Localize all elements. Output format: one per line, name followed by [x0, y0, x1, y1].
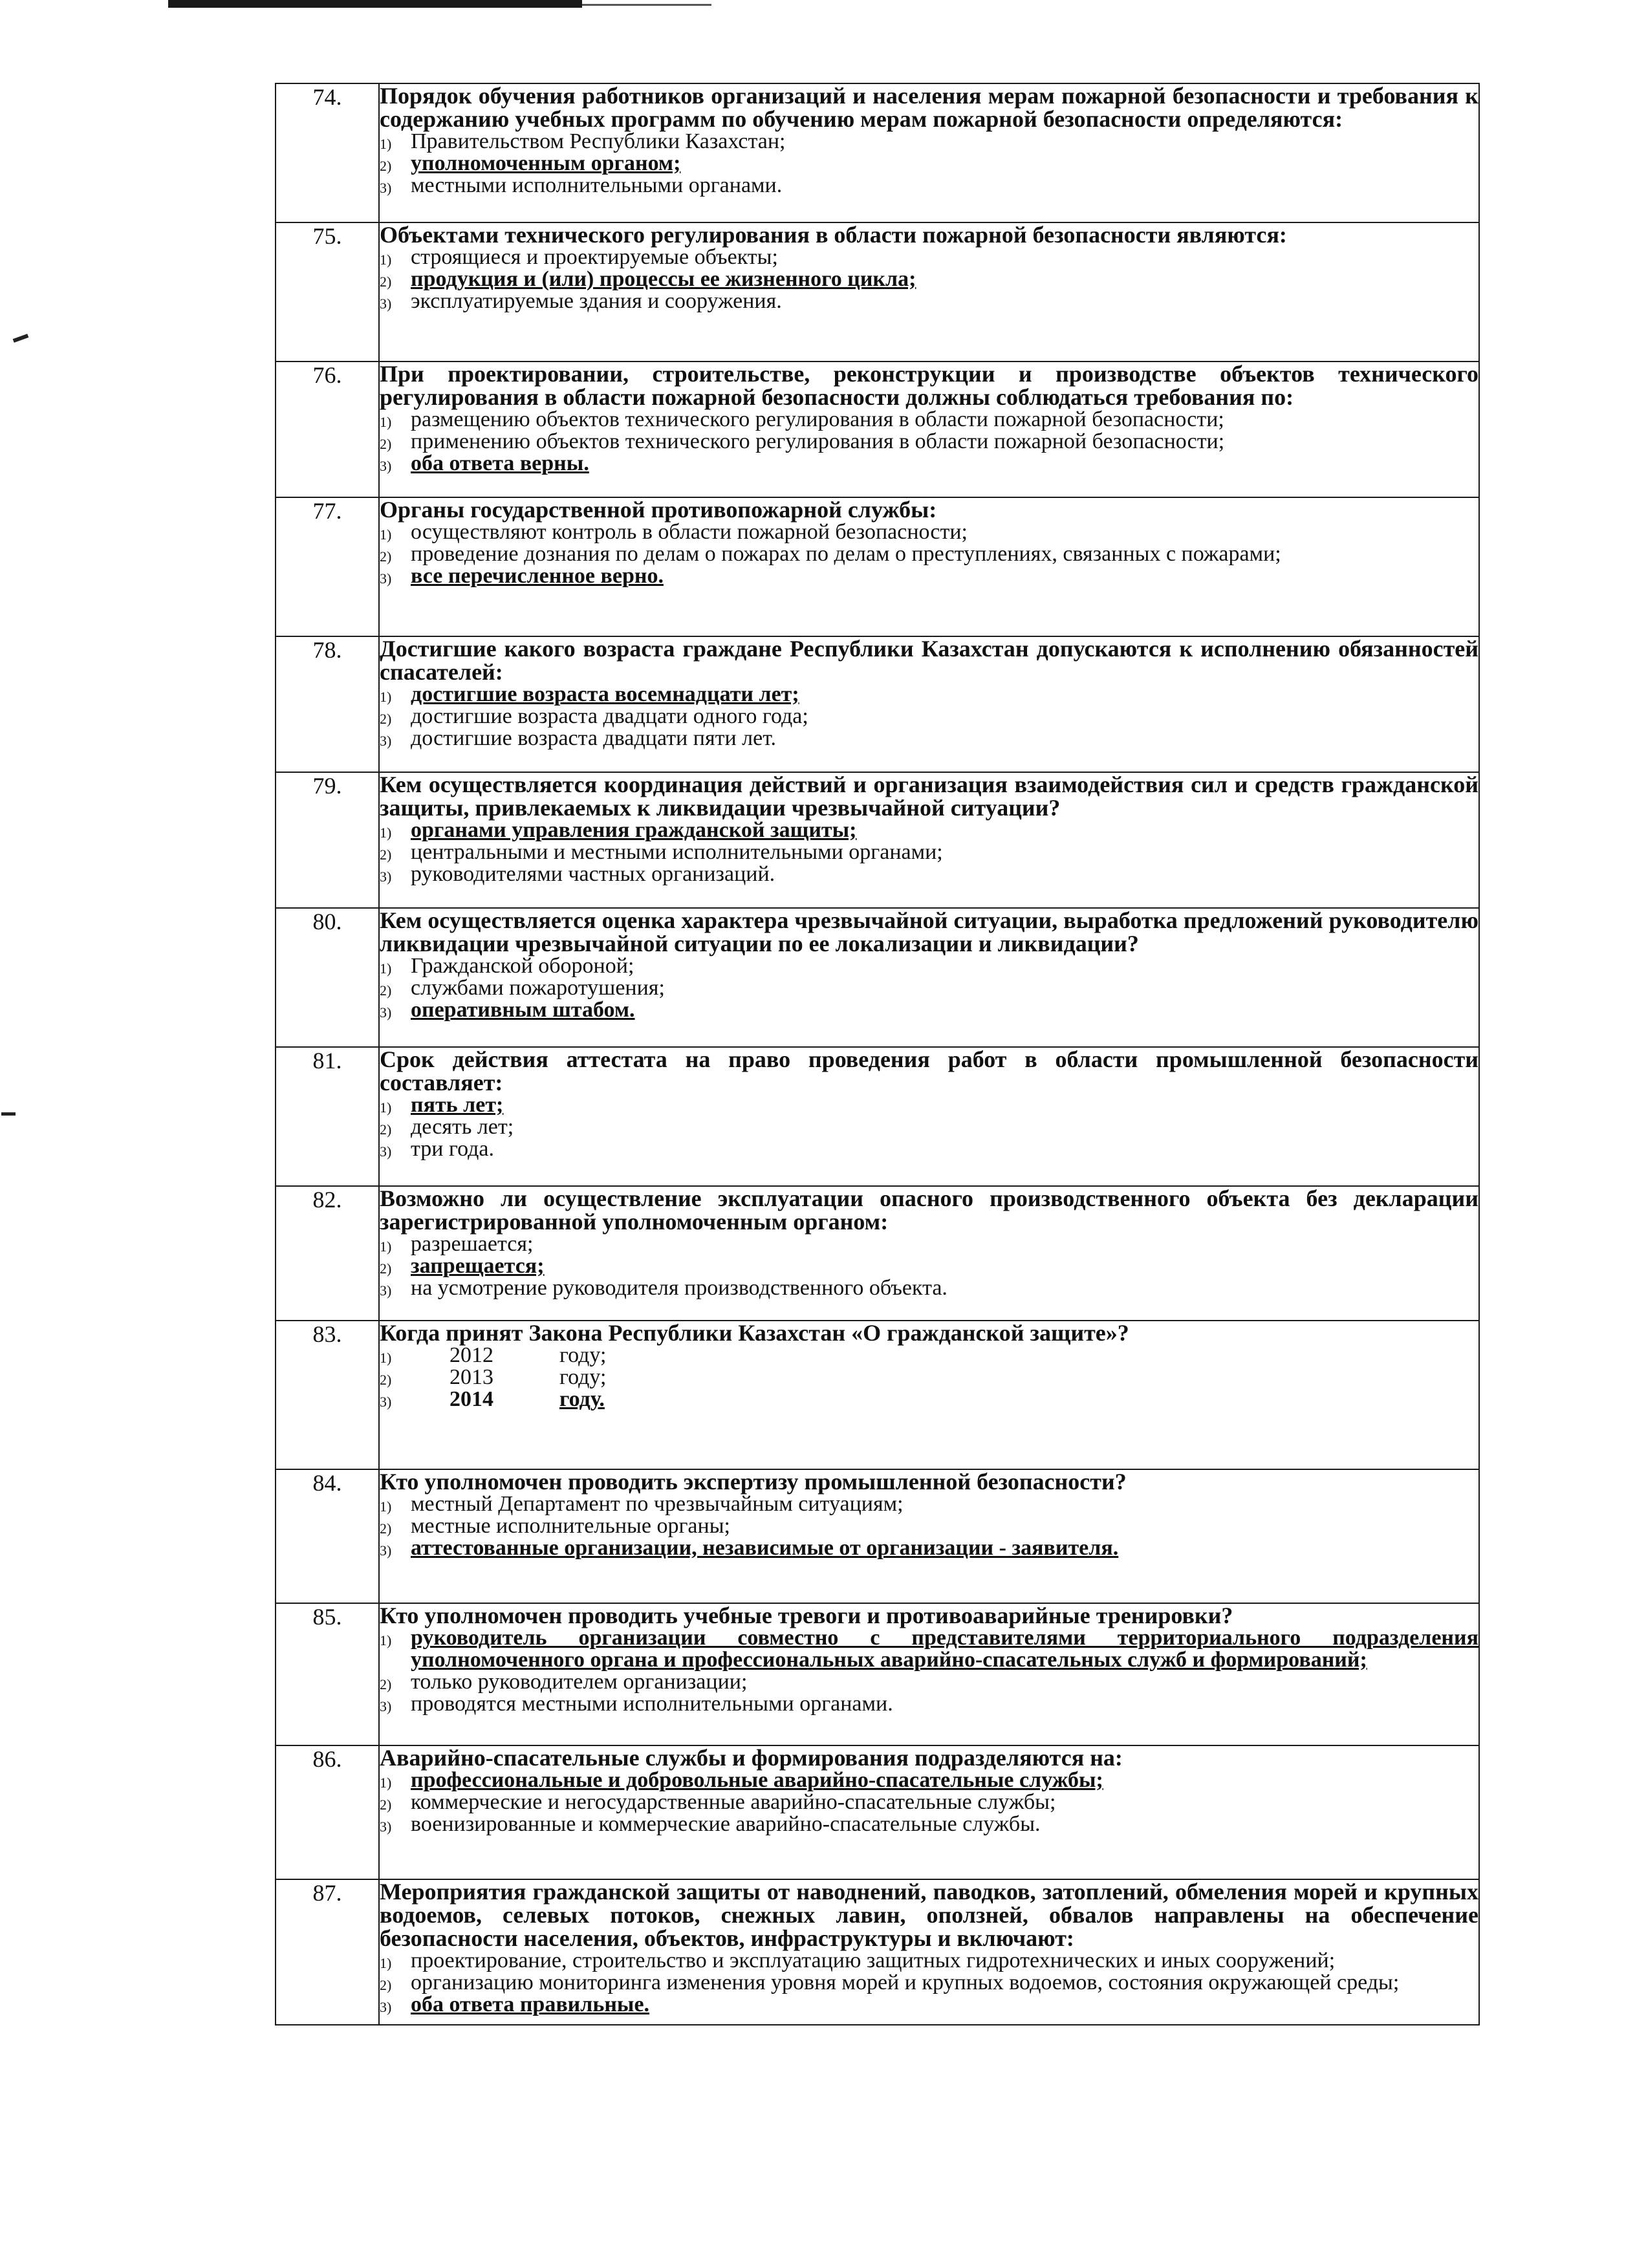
question-text: Кем осуществляется координация действий и организация взаимодействия сил и средств гражданской защиты, привлекаемых к ликвидации чрезвычайной ситуации?: [380, 772, 1478, 821]
option-text: местные исполнительные органы;: [411, 1514, 730, 1538]
question-row: [276, 636, 1479, 772]
option-year-suffix: году;: [559, 1365, 607, 1389]
question-number: 86.: [276, 1745, 379, 1879]
question-text: Возможно ли осуществление эксплуатации опасного производственного объекта без декларации зарегистрированной уполномоченным органом:: [380, 1185, 1478, 1235]
option-marker: 3): [380, 1698, 392, 1714]
option-marker: 1): [380, 1775, 392, 1791]
option-marker: 1): [380, 1099, 392, 1116]
question-text: При проектировании, строительстве, реконструкции и производстве объектов технического регулирования в области пожарной безопасности должны соблюдаться требования по:: [380, 361, 1478, 410]
option-marker: 2): [380, 548, 392, 565]
answer-option: [380, 1366, 1478, 1388]
question-number: 78.: [276, 636, 379, 772]
question-row: [276, 1469, 1479, 1603]
option-marker: 3): [380, 1004, 392, 1021]
option-text: достигшие возраста двадцати пяти лет.: [411, 726, 777, 750]
answer-option: [380, 1116, 1478, 1138]
question-text: Объектами технического регулирования в области пожарной безопасности являются:: [380, 222, 1287, 248]
question-content: [379, 1603, 1479, 1745]
answer-option: [380, 1627, 1478, 1671]
option-marker: 3): [380, 570, 392, 587]
answer-option: [380, 1671, 1478, 1693]
option-text: местными исполнительными органами.: [411, 173, 783, 197]
question-row: [276, 772, 1479, 908]
option-text: продукция и (или) процессы ее жизненного цикла;: [411, 267, 916, 291]
option-marker: 1): [380, 960, 392, 977]
option-text: разрешается;: [411, 1232, 534, 1256]
option-year-suffix: году.: [559, 1387, 605, 1411]
question-row: [276, 1603, 1479, 1745]
question-row: [276, 1186, 1479, 1321]
answer-option: [380, 1233, 1478, 1255]
question-number: 84.: [276, 1469, 379, 1603]
answer-option: [380, 1493, 1478, 1515]
option-marker: 3): [380, 1542, 392, 1559]
answer-option: [380, 1693, 1478, 1715]
answer-option: [380, 1515, 1478, 1537]
answer-option: [380, 841, 1478, 863]
option-marker: 3): [380, 1282, 392, 1299]
option-marker: 2): [380, 274, 392, 290]
question-number: 75.: [276, 222, 379, 362]
option-marker: 3): [380, 733, 392, 749]
answer-option: [380, 131, 1478, 153]
option-text: достигшие возраста двадцати одного года;: [411, 704, 808, 728]
option-text: осуществляют контроль в области пожарной безопасности;: [411, 520, 968, 544]
option-marker: 3): [380, 296, 392, 312]
question-content: [379, 636, 1479, 772]
answer-option: [380, 1255, 1478, 1277]
option-year: 2014: [449, 1387, 493, 1411]
answer-option: [380, 1345, 1478, 1366]
option-marker: 1): [380, 1238, 392, 1255]
option-marker: 1): [380, 1498, 392, 1515]
answer-option: [380, 1994, 1478, 2016]
question-text: Органы государственной противопожарной службы:: [380, 497, 937, 523]
option-marker: 2): [380, 1520, 392, 1537]
option-text: строящиеся и проектируемые объекты;: [411, 245, 778, 269]
question-content: [379, 497, 1479, 636]
answer-option: [380, 1972, 1478, 1994]
option-text: все перечисленное верно.: [411, 564, 664, 588]
question-content: [379, 83, 1479, 222]
option-marker: 3): [380, 1819, 392, 1835]
question-row: [276, 1321, 1479, 1469]
option-text: пять лет;: [411, 1093, 504, 1117]
option-year-suffix: году;: [559, 1343, 607, 1367]
option-text: на усмотрение руководителя производственного объекта.: [411, 1276, 947, 1300]
answer-option: [380, 706, 1478, 728]
option-marker: 2): [380, 982, 392, 999]
answer-option: [380, 409, 1478, 431]
question-content: [379, 362, 1479, 497]
answer-option: [380, 977, 1478, 999]
option-text: оба ответа верны.: [411, 451, 589, 475]
answer-option: [380, 246, 1478, 268]
question-row: [276, 83, 1479, 222]
question-number: 77.: [276, 497, 379, 636]
question-row: [276, 908, 1479, 1047]
option-text: организацию мониторинга изменения уровня морей и крупных водоемов, состояния окружающей среды;: [411, 1971, 1400, 1994]
option-marker: 3): [380, 1143, 392, 1160]
question-number: 74.: [276, 83, 379, 222]
option-text: оба ответа правильные.: [411, 1993, 650, 2016]
option-text: военизированные и коммерческие аварийно-спасательные службы.: [411, 1812, 1041, 1836]
option-text: проводятся местными исполнительными органами.: [411, 1692, 893, 1716]
question-text: Кто уполномочен проводить экспертизу промышленной безопасности?: [380, 1469, 1127, 1495]
option-text: аттестованные организации, независимые от организации - заявителя.: [411, 1536, 1119, 1560]
answer-option: [380, 453, 1478, 475]
option-marker: 1): [380, 1632, 392, 1648]
question-number: 85.: [276, 1603, 379, 1745]
answer-option: [380, 728, 1478, 750]
question-row: [276, 1879, 1479, 2025]
option-marker: 1): [380, 414, 392, 430]
option-text: десять лет;: [411, 1115, 514, 1139]
question-content: [379, 1186, 1479, 1321]
answer-option: [380, 1094, 1478, 1116]
question-row: [276, 222, 1479, 362]
answer-option: [380, 543, 1478, 565]
option-text: профессиональные и добровольные аварийно-спасательные службы;: [411, 1768, 1103, 1792]
question-content: [379, 1745, 1479, 1879]
question-content: [379, 1321, 1479, 1469]
question-text: Когда принят Закона Республики Казахстан «О гражданской защите»?: [380, 1320, 1129, 1346]
questions-table: [275, 83, 1480, 2025]
question-text: Срок действия аттестата на право проведения работ в области промышленной безопасности составляет:: [380, 1046, 1478, 1096]
question-content: [379, 1469, 1479, 1603]
option-text: уполномоченным органом;: [411, 151, 681, 175]
answer-option: [380, 999, 1478, 1021]
answer-option: [380, 431, 1478, 453]
question-content: [379, 1047, 1479, 1186]
question-number: 80.: [276, 908, 379, 1047]
answer-option: [380, 1388, 1478, 1410]
scan-margin-mark: [1, 1112, 16, 1116]
option-text: [411, 1366, 606, 1388]
answer-option: [380, 863, 1478, 885]
option-marker: 2): [380, 436, 392, 452]
answer-option: [380, 1537, 1478, 1559]
question-content: [379, 772, 1479, 908]
option-marker: 2): [380, 1372, 392, 1388]
question-number: 81.: [276, 1047, 379, 1186]
scan-edge-mark: [582, 4, 711, 6]
option-marker: 2): [380, 158, 392, 174]
question-number: 76.: [276, 362, 379, 497]
question-text: Достигшие какого возраста граждане Республики Казахстан допускаются к исполнению обязанностей спасателей:: [380, 636, 1478, 685]
option-text: центральными и местными исполнительными органами;: [411, 840, 943, 864]
question-content: [379, 1879, 1479, 2025]
option-marker: 2): [380, 1797, 392, 1813]
option-marker: 3): [380, 1394, 392, 1410]
option-marker: 1): [380, 1955, 392, 1971]
option-text: проектирование, строительство и эксплуатацию защитных гидротехнических и иных сооружений;: [411, 1949, 1336, 1972]
question-number: 82.: [276, 1186, 379, 1321]
option-marker: 3): [380, 869, 392, 885]
answer-option: [380, 684, 1478, 706]
answer-option: [380, 1277, 1478, 1299]
answer-option: [380, 955, 1478, 977]
option-marker: 2): [380, 711, 392, 727]
question-text: Порядок обучения работников организаций и населения мерам пожарной безопасности и требования к содержанию учебных программ по обучению мерам пожарной безопасности определяются:: [380, 83, 1478, 132]
scan-edge-mark: [168, 0, 582, 8]
answer-option: [380, 1138, 1478, 1160]
option-marker: 1): [380, 689, 392, 705]
option-year: 2012: [449, 1343, 493, 1367]
answer-option: [380, 565, 1478, 587]
option-marker: 1): [380, 825, 392, 841]
option-text: руководитель организации совместно с представителями территориального подразделения уполномоченного органа и профессиональных аварийно-спасательных служб и формирований;: [411, 1626, 1478, 1672]
answer-option: [380, 1950, 1478, 1972]
option-marker: 2): [380, 847, 392, 863]
option-year: 2013: [449, 1365, 493, 1389]
option-marker: 2): [380, 1121, 392, 1138]
option-text: коммерческие и негосударственные аварийно-спасательные службы;: [411, 1790, 1056, 1814]
answer-option: [380, 175, 1478, 197]
question-row: [276, 1745, 1479, 1879]
option-text: руководителями частных организаций.: [411, 862, 775, 886]
option-text: эксплуатируемые здания и сооружения.: [411, 289, 782, 313]
question-text: Мероприятия гражданской защиты от наводнений, паводков, затоплений, обмеления морей и крупных водоемов, селевых потоков, снежных лавин, оползней, обвалов направлены на обеспечение безопасности населения, объектов, инфраструктуры и включают:: [380, 1879, 1478, 1951]
option-marker: 1): [380, 252, 392, 268]
answer-option: [380, 1813, 1478, 1835]
option-marker: 2): [380, 1260, 392, 1277]
question-content: [379, 908, 1479, 1047]
option-text: органами управления гражданской защиты;: [411, 818, 857, 842]
question-row: [276, 362, 1479, 497]
option-text: местный Департамент по чрезвычайным ситуациям;: [411, 1492, 904, 1516]
option-marker: 2): [380, 1977, 392, 1993]
option-marker: 3): [380, 458, 392, 474]
question-row: [276, 1047, 1479, 1186]
question-text: Кто уполномочен проводить учебные тревоги и противоаварийные тренировки?: [380, 1603, 1233, 1628]
option-marker: 3): [380, 1999, 392, 2015]
question-number: 79.: [276, 772, 379, 908]
question-content: [379, 222, 1479, 362]
answer-option: [380, 1769, 1478, 1791]
answer-option: [380, 290, 1478, 312]
option-text: проведение дознания по делам о пожарах по делам о преступлениях, связанных с пожарами;: [411, 542, 1281, 566]
option-text: запрещается;: [411, 1254, 545, 1278]
option-text: Гражданской обороной;: [411, 954, 634, 978]
scan-margin-mark: [13, 334, 29, 343]
option-text: применению объектов технического регулирования в области пожарной безопасности;: [411, 429, 1225, 453]
option-text: Правительством Республики Казахстан;: [411, 129, 786, 153]
option-text: достигшие возраста восемнадцати лет;: [411, 682, 799, 706]
option-text: оперативным штабом.: [411, 998, 635, 1022]
option-marker: 1): [380, 136, 392, 152]
question-text: Аварийно-спасательные службы и формирования подразделяются на:: [380, 1745, 1123, 1771]
question-row: [276, 497, 1479, 636]
option-marker: 1): [380, 1350, 392, 1366]
option-text: [411, 1388, 605, 1410]
question-number: 83.: [276, 1321, 379, 1469]
question-number: 87.: [276, 1879, 379, 2025]
answer-option: [380, 153, 1478, 175]
option-text: службами пожаротушения;: [411, 976, 665, 1000]
option-text: только руководителем организации;: [411, 1670, 748, 1694]
answer-option: [380, 1791, 1478, 1813]
option-marker: 1): [380, 526, 392, 543]
answer-option: [380, 268, 1478, 290]
question-text: Кем осуществляется оценка характера чрезвычайной ситуации, выработка предложений руководителю ликвидации чрезвычайной ситуации по ее локализации и ликвидации?: [380, 907, 1478, 956]
answer-option: [380, 521, 1478, 543]
option-text: три года.: [411, 1137, 494, 1161]
answer-option: [380, 819, 1478, 841]
option-marker: 2): [380, 1676, 392, 1692]
option-text: [411, 1345, 606, 1366]
option-marker: 3): [380, 180, 392, 196]
option-text: размещению объектов технического регулирования в области пожарной безопасности;: [411, 407, 1224, 431]
